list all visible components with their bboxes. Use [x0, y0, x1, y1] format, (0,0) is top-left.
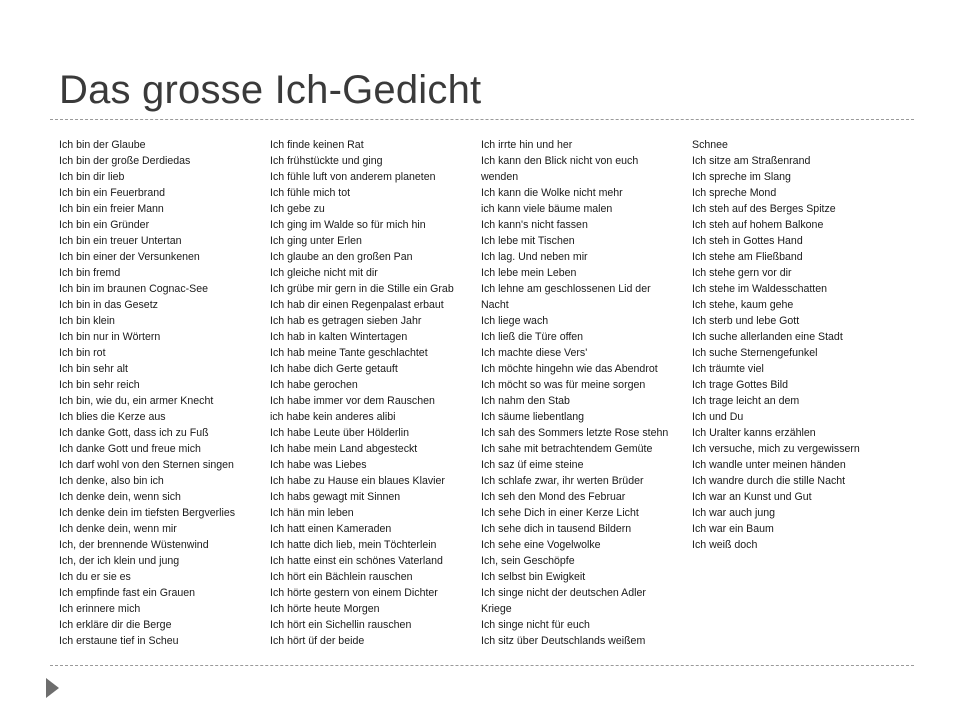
poem-line: Ich denke, also bin ich	[59, 475, 164, 487]
poem-line: Ich habe gerochen	[270, 379, 358, 391]
poem-line: Ich hatt einen Kameraden	[270, 523, 392, 535]
poem-line: Ich erinnere mich	[59, 603, 141, 615]
poem-line: Ich suche Sternengefunkel	[692, 347, 818, 359]
poem-column-2	[270, 137, 454, 649]
poem-line: Ich singe nicht für euch	[481, 619, 590, 631]
poem-line: Ich gleiche nicht mit dir	[270, 267, 378, 279]
poem-line: Ich glaube an den großen Pan	[270, 251, 413, 263]
poem-line: wenden	[481, 171, 519, 183]
poem-line: Ich suche allerlanden eine Stadt	[692, 331, 843, 343]
poem-line: Ich sehe dich in tausend Bildern	[481, 523, 632, 535]
poem-line: Ich bin im braunen Cognac-See	[59, 283, 208, 295]
poem-line: Ich stehe am Fließband	[692, 251, 803, 263]
poem-line: Ich hab meine Tante geschlachtet	[270, 347, 428, 359]
poem-line: Ich hab in kalten Wintertagen	[270, 331, 408, 343]
bottom-divider	[50, 665, 914, 666]
poem-line: Ich bin ein treuer Untertan	[59, 235, 182, 247]
poem-line: Ich kann den Blick nicht von euch	[481, 155, 639, 167]
poem-line: Ich wandre durch die stille Nacht	[692, 475, 846, 487]
poem-line: Ich spreche Mond	[692, 187, 777, 199]
next-slide-arrow-icon[interactable]	[46, 678, 59, 698]
poem-line: Ich war an Kunst und Gut	[692, 491, 812, 503]
poem-line: Ich machte diese Vers'	[481, 347, 588, 359]
poem-line: Ich finde keinen Rat	[270, 139, 364, 151]
poem-line: Ich kann's nicht fassen	[481, 219, 588, 231]
poem-line: Ich hatte dich lieb, mein Töchterlein	[270, 539, 437, 551]
poem-line: Ich singe nicht der deutschen Adler	[481, 587, 646, 599]
poem-line: Ich habe dich Gerte getauft	[270, 363, 398, 375]
poem-line: Ich nahm den Stab	[481, 395, 570, 407]
poem-line: Ich sitz über Deutschlands weißem	[481, 635, 646, 647]
poem-line: Ich fühle luft von anderem planeten	[270, 171, 436, 183]
poem-line: Ich hab es getragen sieben Jahr	[270, 315, 422, 327]
poem-line: Ich habe mein Land abgesteckt	[270, 443, 418, 455]
poem-line: Ich danke Gott und freue mich	[59, 443, 201, 455]
poem-line: Ich kann die Wolke nicht mehr	[481, 187, 623, 199]
poem-line: Ich denke dein im tiefsten Bergverlies	[59, 507, 236, 519]
poem-line: Ich danke Gott, dass ich zu Fuß	[59, 427, 209, 439]
poem-line: ich habe kein anderes alibi	[270, 411, 396, 423]
poem-line: Ich weiß doch	[692, 539, 758, 551]
poem-line: Ich sitze am Straßenrand	[692, 155, 811, 167]
poem-line: Ich bin sehr reich	[59, 379, 140, 391]
poem-line: Ich selbst bin Ewigkeit	[481, 571, 586, 583]
poem-line: Ich bin in das Gesetz	[59, 299, 158, 311]
poem-line: Ich denke dein, wenn sich	[59, 491, 181, 503]
poem-line: Ich lehne am geschlossenen Lid der	[481, 283, 651, 295]
poem-line: Ich habe was Liebes	[270, 459, 367, 471]
poem-line: Ich bin nur in Wörtern	[59, 331, 161, 343]
poem-line: Ich hörte gestern von einem Dichter	[270, 587, 438, 599]
poem-line: Ich bin sehr alt	[59, 363, 128, 375]
poem-line: Ich seh den Mond des Februar	[481, 491, 626, 503]
poem-line: Ich lebe mit Tischen	[481, 235, 575, 247]
poem-line: Ich bin der Glaube	[59, 139, 146, 151]
poem-line: Ich denke dein, wenn mir	[59, 523, 177, 535]
top-divider	[50, 119, 914, 120]
poem-line: Ich hän min leben	[270, 507, 354, 519]
poem-line: Ich, der ich klein und jung	[59, 555, 180, 567]
poem-line: Ich schlafe zwar, ihr werten Brüder	[481, 475, 644, 487]
poem-line: Ich, sein Geschöpfe	[481, 555, 575, 567]
poem-line: Ich du er sie es	[59, 571, 131, 583]
poem-line: ich kann viele bäume malen	[481, 203, 613, 215]
poem-line: Ich empfinde fast ein Grauen	[59, 587, 196, 599]
poem-line: Ich bin fremd	[59, 267, 121, 279]
poem-line: Ich steh in Gottes Hand	[692, 235, 803, 247]
poem-line: Ich stehe im Waldesschatten	[692, 283, 828, 295]
poem-line: Ich bin dir lieb	[59, 171, 125, 183]
poem-line: Ich bin einer der Versunkenen	[59, 251, 200, 263]
poem-line: Nacht	[481, 299, 509, 311]
poem-line: Ich trage Gottes Bild	[692, 379, 788, 391]
poem-line: Ich lag. Und neben mir	[481, 251, 588, 263]
poem-line: Ich hörte heute Morgen	[270, 603, 380, 615]
poem-line: Ich grübe mir gern in die Stille ein Grab	[270, 283, 454, 295]
poem-line: Ich möchte hingehn wie das Abendrot	[481, 363, 658, 375]
poem-line: Ich blies die Kerze aus	[59, 411, 166, 423]
poem-line: Ich lebe mein Leben	[481, 267, 577, 279]
poem-line: Ich liege wach	[481, 315, 549, 327]
poem-line: Ich habe Leute über Hölderlin	[270, 427, 409, 439]
poem-line: Ich bin, wie du, ein armer Knecht	[59, 395, 214, 407]
poem-line: Ich hatte einst ein schönes Vaterland	[270, 555, 443, 567]
poem-line: Ich erkläre dir die Berge	[59, 619, 172, 631]
poem-line: Ich bin ein freier Mann	[59, 203, 164, 215]
poem-column-4	[692, 137, 860, 553]
poem-line: Ich war ein Baum	[692, 523, 774, 535]
poem-line: Schnee	[692, 139, 728, 151]
poem-line: Ich und Du	[692, 411, 744, 423]
poem-line: Ich bin ein Feuerbrand	[59, 187, 166, 199]
poem-line: Ich frühstückte und ging	[270, 155, 383, 167]
poem-line: Ich möcht so was für meine sorgen	[481, 379, 646, 391]
poem-line: Ich stehe gern vor dir	[692, 267, 792, 279]
poem-column-3	[481, 137, 668, 649]
poem-line: Ich sehe Dich in einer Kerze Licht	[481, 507, 639, 519]
poem-line: Ich ging im Walde so für mich hin	[270, 219, 426, 231]
poem-line: Ich hört üf der beide	[270, 635, 365, 647]
poem-line: Ich fühle mich tot	[270, 187, 351, 199]
poem-line: Ich habe zu Hause ein blaues Klavier	[270, 475, 445, 487]
poem-line: Ich sehe eine Vogelwolke	[481, 539, 601, 551]
poem-line: Ich erstaune tief in Scheu	[59, 635, 179, 647]
poem-line: Ich träumte viel	[692, 363, 764, 375]
poem-line: Ich sterb und lebe Gott	[692, 315, 800, 327]
poem-line: Ich irrte hin und her	[481, 139, 573, 151]
poem-line: Ich saz üf eime steine	[481, 459, 584, 471]
poem-line: Ich stehe, kaum gehe	[692, 299, 794, 311]
poem-line: Ich bin klein	[59, 315, 115, 327]
poem-line: Ich steh auf hohem Balkone	[692, 219, 824, 231]
poem-column-1	[59, 137, 235, 649]
poem-line: Ich sah des Sommers letzte Rose stehn	[481, 427, 669, 439]
poem-line: Ich bin der große Derdiedas	[59, 155, 191, 167]
poem-line: Ich bin ein Gründer	[59, 219, 150, 231]
poem-line: Ich säume liebentlang	[481, 411, 585, 423]
poem-line: Ich gebe zu	[270, 203, 325, 215]
poem-line: Ich wandle unter meinen händen	[692, 459, 846, 471]
poem-line: Ich spreche im Slang	[692, 171, 791, 183]
poem-line: Kriege	[481, 603, 512, 615]
poem-line: Ich versuche, mich zu vergewissern	[692, 443, 860, 455]
poem-line: Ich bin rot	[59, 347, 106, 359]
poem-line: Ich habe immer vor dem Rauschen	[270, 395, 435, 407]
poem-line: Ich, der brennende Wüstenwind	[59, 539, 209, 551]
poem-line: Ich hört ein Sichellin rauschen	[270, 619, 412, 631]
poem-line: Ich Uralter kanns erzählen	[692, 427, 816, 439]
poem-line: Ich sahe mit betrachtendem Gemüte	[481, 443, 653, 455]
poem-line: Ich hab dir einen Regenpalast erbaut	[270, 299, 444, 311]
poem-line: Ich hört ein Bächlein rauschen	[270, 571, 413, 583]
poem-line: Ich darf wohl von den Sternen singen	[59, 459, 234, 471]
poem-line: Ich habs gewagt mit Sinnen	[270, 491, 401, 503]
poem-line: Ich steh auf des Berges Spitze	[692, 203, 836, 215]
poem-line: Ich war auch jung	[692, 507, 776, 519]
slide-title: Das grosse Ich-Gedicht	[59, 68, 482, 112]
poem-line: Ich ließ die Türe offen	[481, 331, 584, 343]
poem-line: Ich trage leicht an dem	[692, 395, 800, 407]
poem-line: Ich ging unter Erlen	[270, 235, 362, 247]
